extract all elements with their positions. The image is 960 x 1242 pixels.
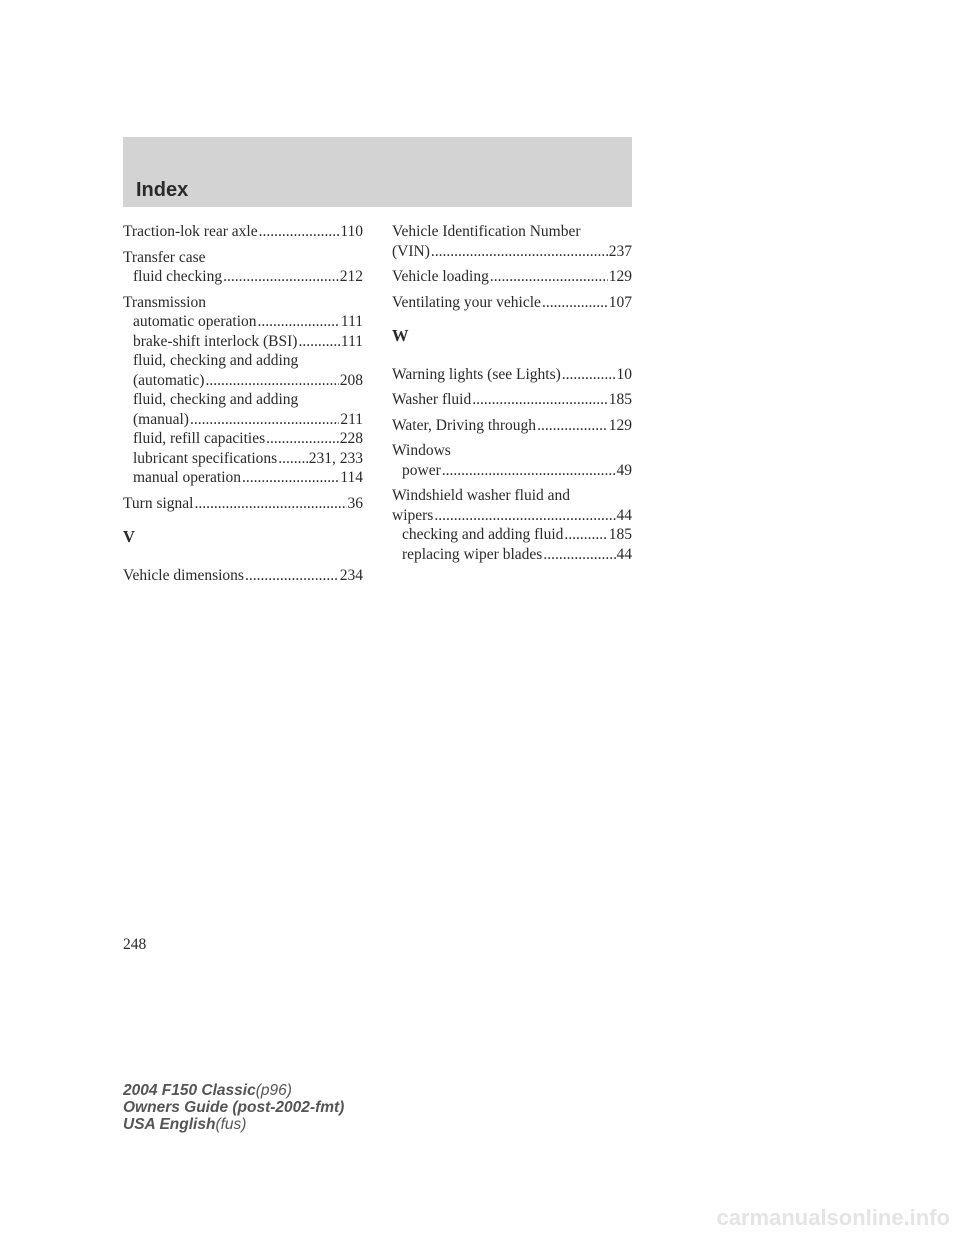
subentry-text: fluid, checking and adding bbox=[133, 352, 299, 369]
entry-text: Windshield washer fluid and bbox=[392, 487, 571, 504]
document-footer bbox=[123, 1082, 344, 1133]
footer-title: USA English bbox=[123, 1116, 216, 1133]
page-ref: 44 bbox=[616, 545, 632, 563]
page-ref: 114 bbox=[340, 469, 363, 486]
subentry-text: fluid checking bbox=[133, 268, 223, 285]
page-ref: 111 bbox=[340, 332, 363, 350]
page-ref: 129 bbox=[608, 416, 632, 434]
section-header-band bbox=[123, 137, 632, 207]
subentry-text: automatic operation bbox=[133, 313, 257, 330]
page-number: 248 bbox=[123, 936, 147, 953]
subentry-text: lubricant specifications bbox=[133, 449, 278, 467]
index-entry bbox=[392, 267, 632, 287]
index-entry bbox=[392, 293, 632, 313]
subentry-text: (manual) bbox=[133, 410, 189, 428]
footer-title: Owners Guide (post-2002-fmt) bbox=[123, 1099, 345, 1116]
subentry-text: fluid, checking and adding bbox=[133, 391, 299, 408]
letter-heading: W bbox=[392, 326, 409, 345]
entry-heading: Transfer case bbox=[123, 248, 206, 266]
footer-line bbox=[123, 1099, 344, 1116]
entry-text: Traction-lok rear axle bbox=[123, 223, 258, 240]
entry-text: Vehicle loading bbox=[392, 268, 489, 285]
subentry-text: fluid, refill capacities bbox=[133, 430, 266, 447]
footer-line bbox=[123, 1082, 344, 1099]
index-entry bbox=[123, 248, 363, 287]
page-ref: 129 bbox=[608, 268, 632, 285]
page-ref: 49 bbox=[616, 461, 632, 479]
entry-text: (VIN) bbox=[392, 242, 430, 260]
index-entry bbox=[123, 494, 363, 514]
page-ref: 228 bbox=[339, 430, 363, 447]
subentry-text: manual operation bbox=[133, 469, 242, 486]
entry-text: Vehicle Identification Number bbox=[392, 223, 581, 240]
entry-text: Turn signal bbox=[123, 494, 194, 512]
index-entry bbox=[392, 441, 632, 480]
page-ref: 36 bbox=[347, 494, 363, 512]
page-ref: 107 bbox=[608, 293, 632, 311]
footer-line bbox=[123, 1116, 344, 1133]
page-ref: 231, 233 bbox=[308, 449, 363, 467]
section-title: Index bbox=[136, 179, 189, 201]
entry-text: Vehicle dimensions bbox=[123, 566, 244, 584]
index-entry bbox=[123, 566, 363, 586]
page-ref: 185 bbox=[608, 391, 632, 408]
index-entry bbox=[392, 390, 632, 410]
page-ref: 185 bbox=[608, 526, 632, 543]
index-entry bbox=[123, 293, 363, 488]
page-ref: 208 bbox=[339, 371, 363, 389]
letter-heading: V bbox=[123, 527, 135, 546]
footer-title: 2004 F150 Classic bbox=[123, 1082, 256, 1099]
entry-text: Water, Driving through bbox=[392, 416, 537, 434]
subentry-text: replacing wiper blades bbox=[402, 545, 543, 563]
index-entry bbox=[392, 222, 632, 261]
index-entry bbox=[392, 365, 632, 385]
page-ref: 212 bbox=[339, 268, 363, 285]
page-ref: 44 bbox=[616, 506, 632, 524]
index-entry bbox=[392, 416, 632, 436]
index-entry bbox=[123, 222, 363, 242]
page-ref: 110 bbox=[340, 223, 363, 240]
page-ref: 10 bbox=[616, 365, 632, 383]
subentry-text: (automatic) bbox=[133, 371, 205, 389]
footer-code: (p96) bbox=[255, 1082, 292, 1099]
index-column-left bbox=[123, 222, 363, 591]
index-column-right bbox=[392, 222, 632, 570]
subentry-text: checking and adding fluid bbox=[402, 526, 564, 543]
subentry-text: brake-shift interlock (BSI) bbox=[133, 332, 298, 350]
entry-text: Washer fluid bbox=[392, 391, 472, 408]
page-ref: 111 bbox=[340, 313, 363, 330]
entry-text: Warning lights (see Lights) bbox=[392, 365, 561, 383]
page-ref: 234 bbox=[339, 566, 363, 584]
watermark: carmanualsonline.info bbox=[716, 1205, 950, 1230]
page-ref: 237 bbox=[608, 242, 632, 260]
entry-text: Ventilating your vehicle bbox=[392, 293, 541, 311]
entry-heading: Windows bbox=[392, 442, 451, 459]
page-ref: 211 bbox=[340, 410, 363, 428]
entry-text: wipers bbox=[392, 506, 434, 524]
entry-heading: Transmission bbox=[123, 293, 206, 311]
subentry-text: power bbox=[402, 461, 441, 479]
index-entry bbox=[392, 486, 632, 564]
footer-code: (fus) bbox=[215, 1116, 247, 1133]
